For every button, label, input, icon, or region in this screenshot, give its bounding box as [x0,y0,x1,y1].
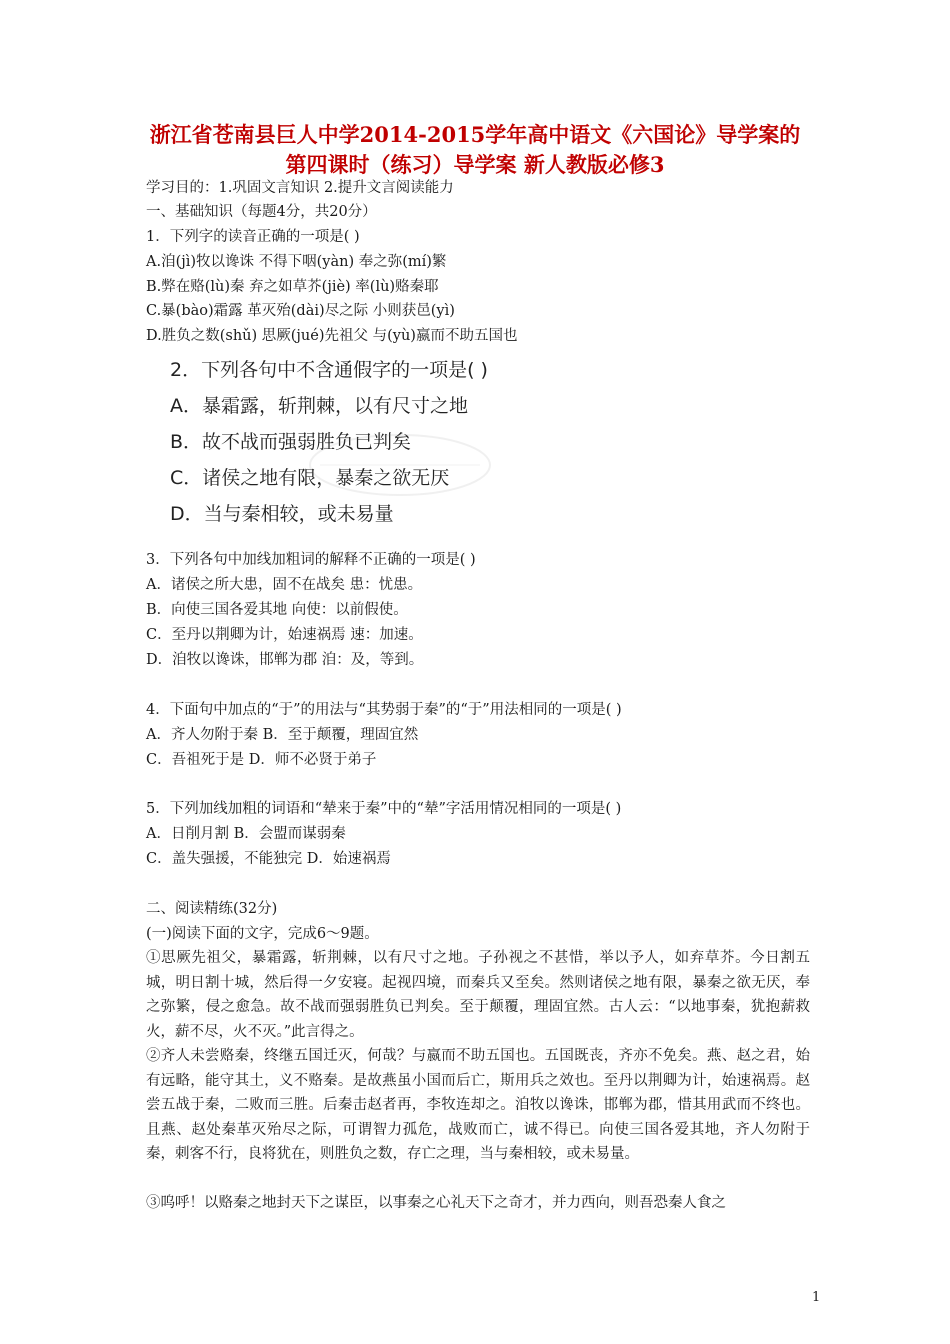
q3-option-d: D．洎牧以谗诛，邯郸为郡 洎：及，等到。 [146,652,424,668]
passage-paragraph-2: ②齐人未尝赂秦，终继五国迁灭，何哉？与嬴而不助五国也。五国既丧，齐亦不免矣。燕、赵之君，始有远略，能守其土，义不赂秦。是故燕虽小国而后亡，斯用兵之效也。至丹以荆卿为计，始速祸焉。赵尝五战于秦，二败而三胜。后秦击赵者再，李牧连却之。洎牧以谗诛，邯郸为郡，惜其用武而不终也。且燕、赵处秦革灭殆尽之际，可谓智力孤危，战败而亡，诚不得已。向使三国各爱其地，齐人勿附于秦，刺客不行，良将犹在，则胜负之数，存亡之理，当与秦相较，或未易量。 [146,1048,810,1162]
q5-stem: 5．下列加线加粗的词语和“辇来于秦”中的“辇”字活用情况相同的一项是( ) [146,801,622,817]
document-title-line-1: 浙江省苍南县巨人中学2014-2015学年高中语文《六国论》导学案的 [149,122,801,147]
faded-watermark-icon [300,420,500,510]
q1-option-d: D.胜负之数(shǔ) 思厥(jué)先祖父 与(yù)嬴而不助五国也 [146,328,518,344]
q1-option-a: A.洎(jì)牧以谗诛 不得下咽(yàn) 奉之弥(mí)繁 [146,254,447,270]
q5-options-ab: A．日削月割 B．会盟而谋弱秦 [146,826,346,842]
q2-option-c: C．诸侯之地有限，暴秦之欲无厌 [170,467,450,489]
section-2-heading: 二、阅读精练(32分) [146,901,278,917]
page-number: 1 [812,1290,821,1305]
q4-options-cd: C．吾祖死于是 D．师不必贤于弟子 [146,752,377,768]
q3-option-b: B．向使三国各爱其地 向使：以前假使。 [146,602,408,618]
q1-option-c: C.暴(bào)霜露 革灭殆(dài)尽之际 小则获邑(yì) [146,303,455,319]
passage-paragraph-3: ③呜呼！以赂秦之地封天下之谋臣，以事秦之心礼天下之奇才，并力西向，则吾恐秦人食之 [146,1195,726,1211]
reading-instructions: (一)阅读下面的文字，完成6～9题。 [146,926,379,942]
section-1-heading: 一、基础知识（每题4分，共20分） [146,204,377,220]
q3-option-a: A．诸侯之所大患，固不在战矣 患：忧患。 [146,577,423,593]
document-title-line-2: 第四课时（练习）导学案 新人教版必修3 [285,152,665,177]
learning-objective: 学习目的：1.巩固文言知识 2.提升文言阅读能力 [146,180,454,196]
q3-option-c: C．至丹以荆卿为计，始速祸焉 速：加速。 [146,627,423,643]
q1-option-b: B.弊在赂(lù)秦 弃之如草芥(jiè) 率(lù)赂秦耶 [146,279,439,295]
q2-stem: 2．下列各句中不含通假字的一项是( ) [170,359,488,381]
q2-option-d: D．当与秦相较，或未易量 [170,503,394,525]
q4-stem: 4．下面句中加点的“于”的用法与“其势弱于秦”的“于”用法相同的一项是( ) [146,702,622,718]
q2-option-a: A．暴霜露，斩荆棘，以有尺寸之地 [170,395,468,417]
q4-options-ab: A．齐人勿附于秦 B．至于颠覆，理固宜然 [146,727,419,743]
q2-option-b: B．故不战而强弱胜负已判矣 [170,431,412,453]
passage-paragraph-1: ①思厥先祖父，暴霜露，斩荆棘，以有尺寸之地。子孙视之不甚惜，举以予人，如弃草芥。今日割五城，明日割十城，然后得一夕安寝。起视四境，而秦兵又至矣。然则诸侯之地有限，暴秦之欲无厌，奉之弥繁，侵之愈急。故不战而强弱胜负已判矣。至于颠覆，理固宜然。古人云：“以地事秦，犹抱薪救火，薪不尽，火不灭。”此言得之。 [146,950,810,1040]
q5-options-cd: C．盖失强援，不能独完 D．始速祸焉 [146,851,391,867]
q1-stem: 1．下列字的读音正确的一项是( ) [146,229,360,245]
q3-stem: 3．下列各句中加线加粗词的解释不正确的一项是( ) [146,552,476,568]
